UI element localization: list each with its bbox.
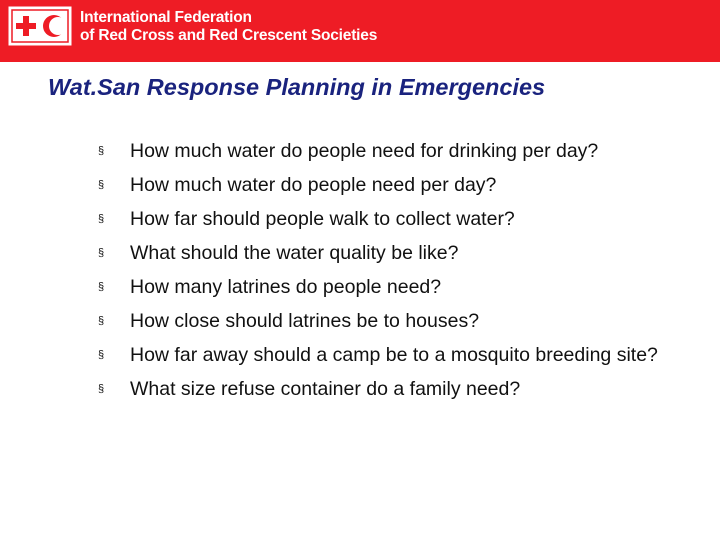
slide-title: Wat.San Response Planning in Emergencies — [48, 74, 546, 100]
org-name-line2: of Red Cross and Red Crescent Societies — [80, 27, 378, 44]
org-name-line1: International Federation — [80, 9, 252, 26]
bullet-marker: § — [98, 213, 105, 225]
list-item — [98, 309, 678, 334]
bullet-marker: § — [98, 383, 105, 395]
bullet-marker: § — [98, 349, 105, 361]
list-item-text: How close should latrines be to houses? — [130, 310, 480, 332]
bullet-marker: § — [98, 281, 105, 293]
list-item — [98, 241, 678, 266]
organization-name — [80, 9, 377, 45]
bullet-marker: § — [98, 315, 105, 327]
bullet-marker: § — [98, 247, 105, 259]
list-item-text: How far should people walk to collect water? — [130, 208, 515, 230]
list-item-text: How much water do people need for drinking per day? — [130, 140, 599, 162]
question-list — [98, 139, 678, 411]
list-item-text: How far away should a camp be to a mosquito breeding site? — [130, 344, 658, 366]
list-item — [98, 173, 678, 198]
bullet-marker: § — [98, 179, 105, 191]
bullet-marker: § — [98, 145, 105, 157]
list-item — [98, 275, 678, 300]
header-banner — [0, 0, 720, 62]
list-item — [98, 377, 678, 402]
list-item — [98, 139, 678, 164]
list-item — [98, 207, 678, 232]
list-item-text: What size refuse container do a family need? — [130, 378, 521, 400]
list-item-text: What should the water quality be like? — [130, 242, 459, 264]
list-item-text: How many latrines do people need? — [130, 276, 442, 298]
list-item — [98, 343, 678, 368]
list-item-text: How much water do people need per day? — [130, 174, 497, 196]
red-cross-crescent-logo-icon — [8, 6, 72, 46]
